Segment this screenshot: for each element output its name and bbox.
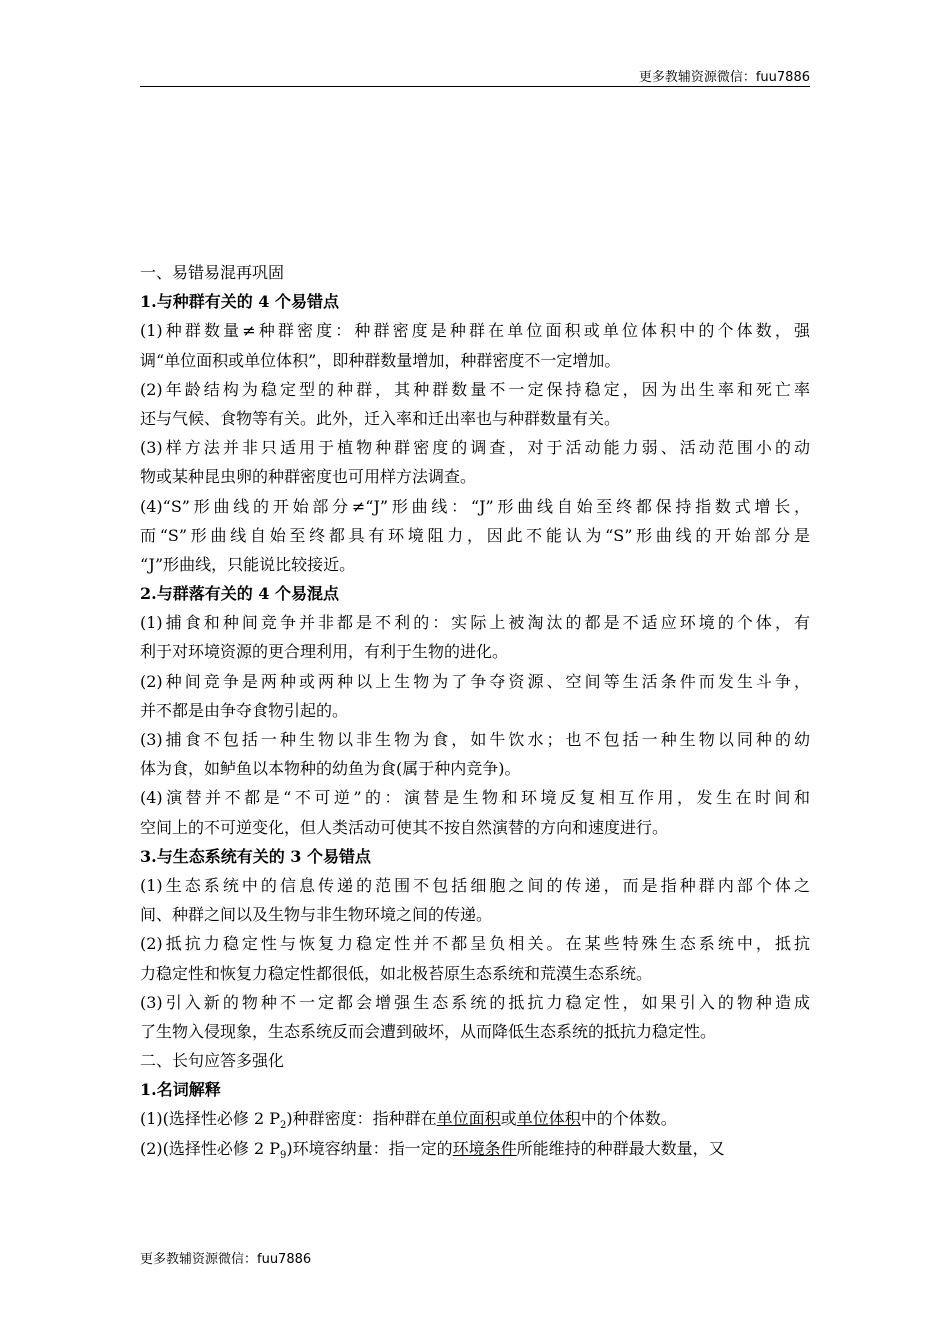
text-run: )环境容纳量：指一定的 <box>286 1138 453 1158</box>
paragraph-line: “J”形曲线，只能说比较接近。 <box>140 554 356 574</box>
paragraph-line: 调“单位面积或单位体积”，即种群数量增加，种群密度不一定增加。 <box>140 350 621 370</box>
paragraph-line: (2)种间竞争是两种或两种以上生物为了争夺资源、空间等生活条件而发生斗争， <box>140 671 810 691</box>
paragraph-line: 利于对环境资源的更合理利用，有利于生物的进化。 <box>140 642 509 662</box>
paragraph-line: (2)抵抗力稳定性与恢复力稳定性并不都呈负相关。在某些特殊生态系统中，抵抗 <box>140 934 810 954</box>
section-heading-2: 二、长句应答多强化 <box>140 1051 285 1071</box>
paragraph-line: 而“S”形曲线自始至终都具有环境阻力，因此不能认为“S”形曲线的开始部分是 <box>140 525 810 545</box>
paragraph-line: 力稳定性和恢复力稳定性都很低，如北极苔原生态系统和荒漠生态系统。 <box>140 963 653 983</box>
text-run: 或 <box>500 1109 517 1129</box>
paragraph-line: (2)年龄结构为稳定型的种群，其种群数量不一定保持稳定，因为出生率和死亡率 <box>140 379 810 399</box>
footer-text: 更多教辅资源微信：fuu7886 <box>140 1252 312 1267</box>
paragraph-line: (4)“S”形曲线的开始部分≠“J”形曲线：“J”形曲线自始至终都保持指数式增长， <box>140 496 810 516</box>
subheading-ecosystem: 3.与生态系统有关的 3 个易错点 <box>140 846 371 866</box>
underlined-term: 单位体积 <box>516 1109 581 1129</box>
subheading-terms: 1.名词解释 <box>140 1080 221 1100</box>
underlined-term: 环境条件 <box>452 1138 517 1158</box>
paragraph-line: 物或某种昆虫卵的种群密度也可用样方法调查。 <box>140 467 477 487</box>
paragraph-line: (3)捕食不包括一种生物以非生物为食，如牛饮水；也不包括一种生物以同种的幼 <box>140 730 810 749</box>
text-run: 中的个体数。 <box>580 1109 677 1129</box>
text-run: 所能维持的种群最大数量，又 <box>516 1138 725 1158</box>
section-heading-1: 一、易错易混再巩固 <box>140 263 285 282</box>
document-body <box>140 258 810 1163</box>
paragraph-line: 空间上的不可逆变化，但人类活动可使其不按自然演替的方向和速度进行。 <box>140 817 669 837</box>
text-run: )种群密度：指种群在 <box>286 1109 437 1129</box>
paragraph-line: (3)引入新的物种不一定都会增强生态系统的抵抗力稳定性，如果引入的物种造成 <box>140 992 810 1012</box>
text-run: (1)(选择性必修 2 P <box>140 1109 281 1129</box>
text-run: (2)(选择性必修 2 P <box>140 1138 281 1158</box>
paragraph-line: (1)种群数量≠种群密度：种群密度是种群在单位面积或单位体积中的个体数，强 <box>140 321 810 341</box>
term-carrying-capacity <box>140 1134 810 1163</box>
header-rule <box>140 86 810 87</box>
paragraph-line: 了生物入侵现象，生态系统反而会遭到破坏，从而降低生态系统的抵抗力稳定性。 <box>140 1021 717 1041</box>
subscript: 2 <box>280 1120 287 1132</box>
paragraph-line: (1)生态系统中的信息传递的范围不包括细胞之间的传递，而是指种群内部个体之 <box>140 875 810 895</box>
paragraph-line: (1)捕食和种间竞争并非都是不利的：实际上被淘汰的都是不适应环境的个体，有 <box>140 613 810 633</box>
subheading-community: 2.与群落有关的 4 个易混点 <box>140 584 339 604</box>
term-population-density <box>140 1104 810 1133</box>
paragraph-line: 间、种群之间以及生物与非生物环境之间的传递。 <box>140 905 493 925</box>
paragraph-line: 还与气候、食物等有关。此外，迁入率和迁出率也与种群数量有关。 <box>140 408 621 428</box>
paragraph-line: (4)演替并不都是“不可逆”的：演替是生物和环境反复相互作用，发生在时间和 <box>140 788 810 808</box>
underlined-term: 单位面积 <box>436 1109 501 1129</box>
paragraph-line: 体为食，如鲈鱼以本物种的幼鱼为食(属于种内竞争)。 <box>140 759 521 779</box>
paragraph-line: 并不都是由争夺食物引起的。 <box>140 700 349 720</box>
subheading-population: 1.与种群有关的 4 个易错点 <box>140 292 339 312</box>
subscript: 9 <box>280 1149 287 1161</box>
header-text: 更多教辅资源微信：fuu7886 <box>638 70 810 85</box>
paragraph-line: (3)样方法并非只适用于植物种群密度的调查，对于活动能力弱、活动范围小的动 <box>140 438 810 458</box>
